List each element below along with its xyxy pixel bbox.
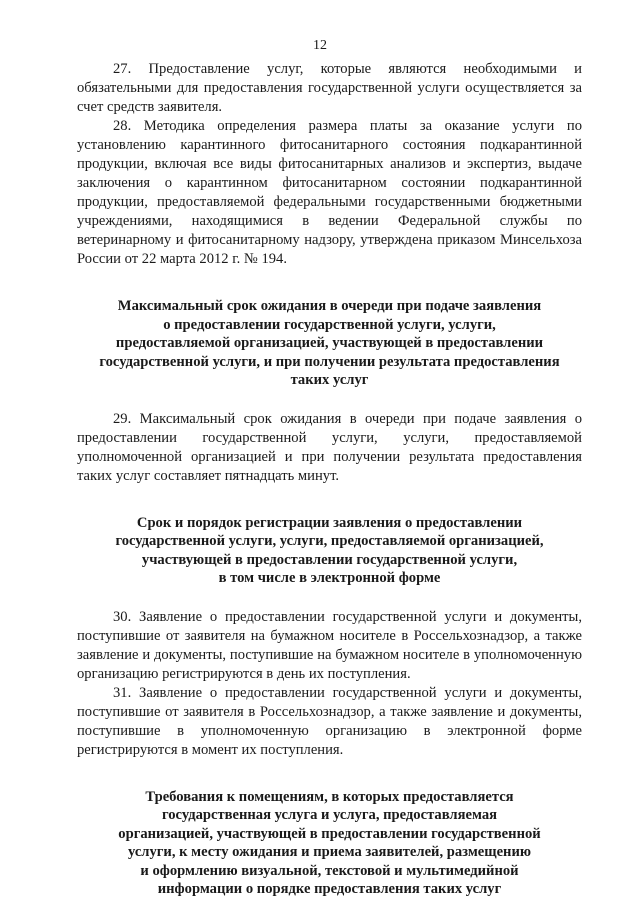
paragraph-29: 29. Максимальный срок ожидания в очереди при подаче заявления о предоставлении государственной услуги, услуги, предоставляемой уполномоченной организацией и при получении результата предоставления таких услуг составляет пятнадцать минут.	[77, 410, 582, 484]
page-number: 12	[313, 38, 327, 53]
heading-line: в том числе в электронной форме	[218, 570, 441, 586]
heading-line: предоставляемой организацией, участвующей в предоставлении	[115, 335, 544, 351]
paragraph-27: 27. Предоставление услуг, которые являются необходимыми и обязательными для предоставления государственной услуги осуществляется за счет средств заявителя.	[77, 61, 582, 115]
page-content	[77, 60, 582, 899]
heading-line: таких услуг	[290, 372, 369, 388]
section-heading-queue-time	[77, 297, 582, 390]
heading-line: Требования к помещениям, в которых предоставляется	[145, 788, 514, 805]
heading-line: информации о порядке предоставления таких услуг	[157, 881, 502, 897]
heading-line: участвующей в предоставлении государственной услуги,	[141, 551, 518, 568]
heading-line: о предоставлении государственной услуги, услуги,	[163, 316, 496, 333]
heading-line: Срок и порядок регистрации заявления о предоставлении	[136, 514, 523, 531]
paragraph-31: 31. Заявление о предоставлении государственной услуги и документы, поступившие от заявителя в Россельхознадзор, а также заявление и документы, поступившие в уполномоченную организацию в электронной форме регистрируются в момент их поступления.	[77, 684, 582, 758]
paragraph-28: 28. Методика определения размера платы за оказание услуги по установлению карантинного фитосанитарного состояния подкарантинной продукции, включая все виды фитосанитарных анализов и экспертиз, выдаче заключения о карантинном фитосанитарном состоянии подкарантинной продукции, предоставляемой федеральными государственными бюджетными учреждениями, находящимися в ведении Федеральной службы по ветеринарному и фитосанитарному надзору, утверждена приказом Минсельхоза России от 22 марта 2012 г. № 194.	[77, 118, 582, 267]
section-heading-premises	[77, 788, 582, 899]
paragraph-30: 30. Заявление о предоставлении государственной услуги и документы, поступившие от заявителя на бумажном носителе в Россельхознадзор, а также заявление и документы, поступившие на бумажном носителе в уполномоченную организацию регистрируются в день их поступления.	[77, 608, 582, 682]
heading-line: государственная услуга и услуга, предоставляемая	[161, 807, 498, 823]
heading-line: государственной услуги, и при получении результата предоставления	[99, 353, 560, 370]
heading-line: и оформлению визуальной, текстовой и мультимедийной	[140, 862, 519, 879]
heading-line: Максимальный срок ожидания в очереди при подаче заявления	[117, 298, 542, 314]
heading-line: услуги, к месту ожидания и приема заявителей, размещению	[127, 844, 532, 860]
heading-line: организацией, участвующей в предоставлении государственной	[118, 825, 541, 842]
heading-line: государственной услуги, услуги, предоставляемой организацией,	[115, 533, 544, 549]
section-heading-registration	[77, 514, 582, 588]
